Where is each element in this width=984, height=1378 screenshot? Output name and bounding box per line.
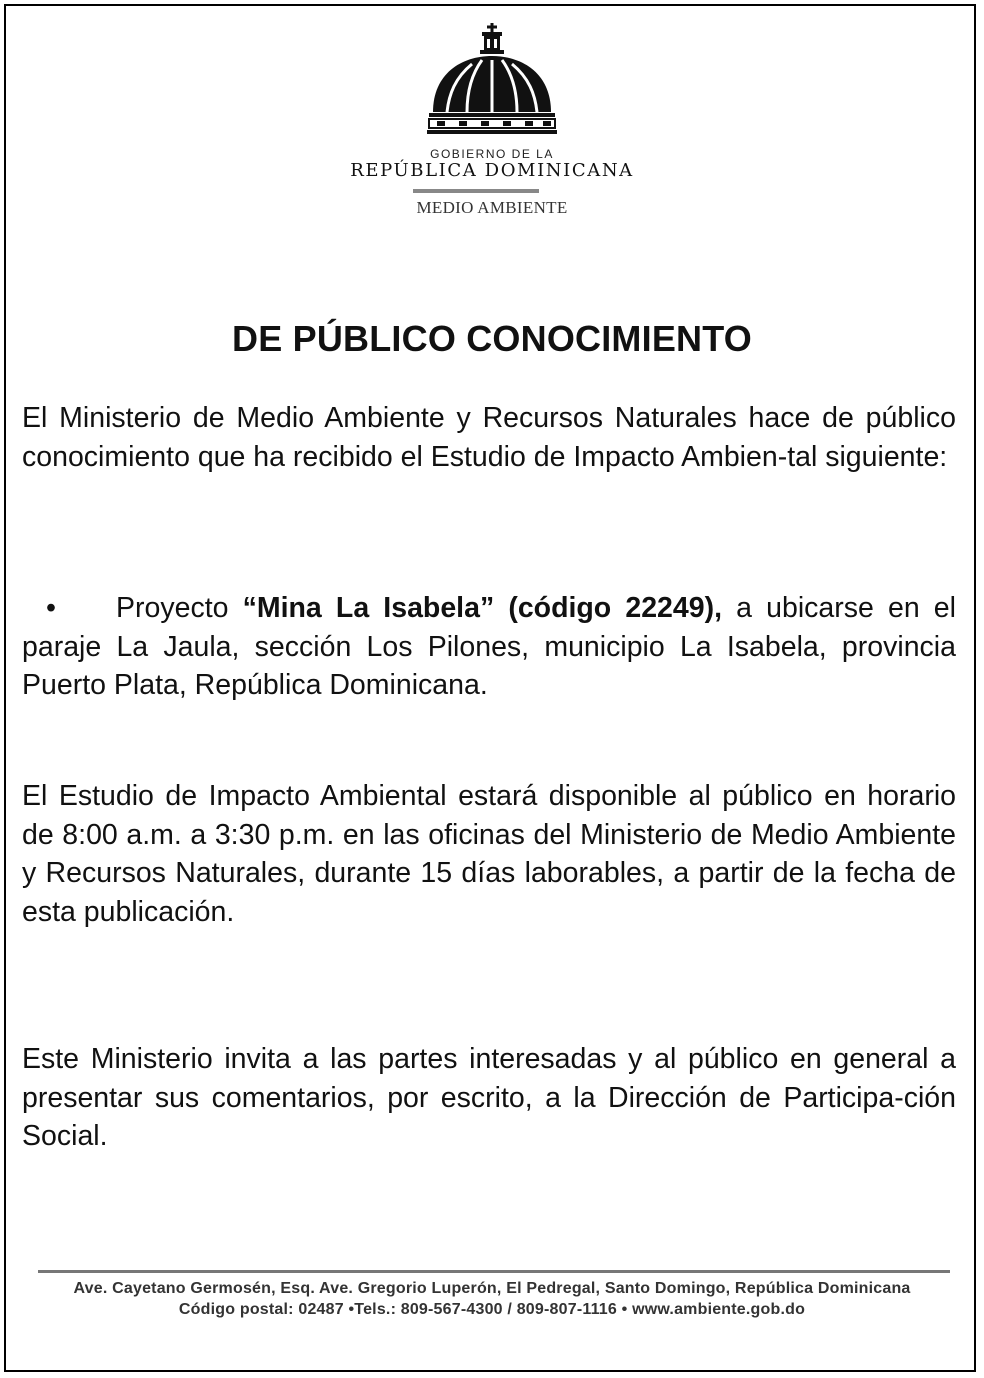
bullet-icon: • [46, 592, 56, 624]
footer-contact: Código postal: 02487 •Tels.: 809-567-4300 / 809-807-1116 • www.ambiente.gob.do [178, 1301, 806, 1318]
notice-title: DE PÚBLICO CONOCIMIENTO [232, 318, 752, 359]
country-name: REPÚBLICA DOMINICANA [350, 160, 634, 181]
ministry-name: MEDIO AMBIENTE [416, 198, 568, 217]
invitation-paragraph: Este Ministerio invita a las partes interesadas y al público en general a presentar sus comentarios, por escrito, a la Dirección de Participa-ción Social. [22, 1043, 956, 1152]
government-dome-logo-icon [0, 20, 984, 138]
footer-divider [38, 1270, 950, 1273]
project-bullet [22, 589, 956, 705]
project-prefix: Proyecto [116, 592, 243, 624]
footer-address: Ave. Cayetano Germosén, Esq. Ave. Gregorio Luperón, El Pedregal, Santo Domingo, República Dominicana [73, 1280, 911, 1297]
project-location: a ubicarse en el paraje La Jaula, sección Los Pilones, municipio La Isabela, provincia Puerto Plata, República Dominicana. [22, 592, 956, 701]
intro-paragraph: El Ministerio de Medio Ambiente y Recursos Naturales hace de público conocimiento que ha recibido el Estudio de Impacto Ambien-tal siguiente: [22, 402, 956, 473]
project-name: “Mina La Isabela” (código 22249), [242, 592, 723, 624]
government-label: GOBIERNO DE LA [430, 147, 554, 161]
availability-paragraph: El Estudio de Impacto Ambiental estará disponible al público en horario de 8:00 a.m. a 3:30 p.m. en las oficinas del Ministerio de Medio Ambiente y Recursos Naturales, durante 15 días laborables, a partir de la fecha de esta publicación. [22, 780, 956, 928]
logo-divider [413, 189, 539, 193]
